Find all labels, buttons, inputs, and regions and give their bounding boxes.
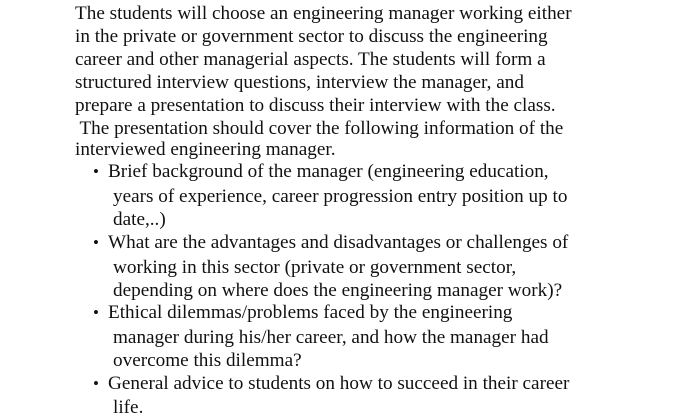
intro-line: The presentation should cover the following information of the bbox=[75, 118, 564, 139]
bullet-marker: • bbox=[93, 162, 99, 181]
bullet-marker: • bbox=[93, 233, 99, 252]
bullet-line: manager during his/her career, and how the manager had bbox=[113, 327, 549, 348]
intro-line: in the private or government sector to discuss the engineering bbox=[75, 26, 548, 47]
intro-line: prepare a presentation to discuss their interview with the class. bbox=[75, 95, 556, 116]
intro-line: interviewed engineering manager. bbox=[75, 139, 336, 160]
bullet-marker: • bbox=[93, 374, 99, 393]
bullet-line: Ethical dilemmas/problems faced by the engineering bbox=[108, 302, 513, 323]
bullet-line: date,..) bbox=[113, 209, 166, 230]
bullet-line: What are the advantages and disadvantages or challenges of bbox=[108, 232, 569, 253]
intro-line: career and other managerial aspects. The students will form a bbox=[75, 49, 546, 70]
bullet-line: General advice to students on how to succeed in their career bbox=[108, 373, 570, 394]
bullet-line: life. bbox=[113, 397, 144, 418]
bullet-line: overcome this dilemma? bbox=[113, 350, 302, 371]
bullet-marker: • bbox=[93, 303, 99, 322]
intro-line: structured interview questions, interview the manager, and bbox=[75, 72, 524, 93]
bullet-line: Brief background of the manager (engineering education, bbox=[108, 161, 549, 182]
bullet-line: years of experience, career progression entry position up to bbox=[113, 186, 568, 207]
bullet-line: working in this sector (private or government sector, bbox=[113, 257, 517, 278]
bullet-line: depending on where does the engineering manager work)? bbox=[113, 280, 563, 301]
intro-line: The students will choose an engineering manager working either bbox=[75, 3, 572, 24]
